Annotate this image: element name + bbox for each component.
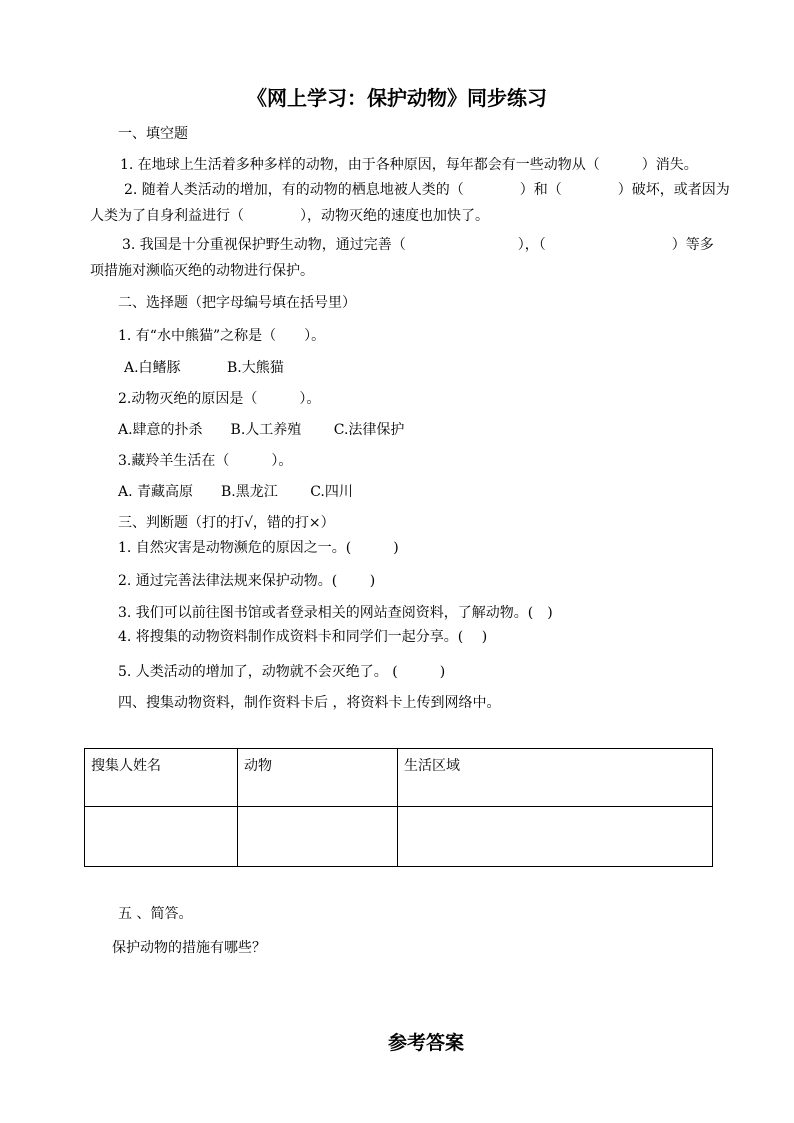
fill-question-3-line-1: 3. 我国是十分重视保护野生动物，通过完善（ ），（ ）等多 <box>122 237 714 253</box>
fill-question-3-line-2: 项措施对濒临灭绝的动物进行保护。 <box>90 263 314 279</box>
page-title: 《网上学习：保护动物》同步练习 <box>247 86 547 110</box>
judge-question-3: 3. 我们可以前往图书馆或者登录相关的网站查阅资料，了解动物。( ) <box>118 605 553 621</box>
header-habitat: 生活区域 <box>398 749 713 807</box>
choice-question-1: 1. 有“水中熊猫”之称是（ ）。 <box>118 328 326 344</box>
judge-question-5: 5. 人类活动的增加了，动物就不会灭绝了。 ( ) <box>118 664 446 680</box>
animal-info-card-table <box>84 748 713 867</box>
cell-habitat[interactable] <box>398 807 713 867</box>
table-row <box>85 807 713 867</box>
judge-question-2: 2. 通过完善法律法规来保护动物。( ) <box>118 573 376 589</box>
section-1-heading: 一、填空题 <box>118 126 188 142</box>
answers-title: 参考答案 <box>388 1032 465 1054</box>
cell-animal[interactable] <box>238 807 398 867</box>
choice-question-2-options: A.肆意的扑杀 B.人工养殖 C.法律保护 <box>118 422 405 438</box>
table-header-row <box>85 749 713 807</box>
section-3-heading: 三、判断题（打的打√，错的打×） <box>118 515 335 531</box>
fill-question-2-line-1: 2. 随着人类活动的增加，有的动物的栖息地被人类的（ ）和（ ）破坏，或者因为 <box>124 182 730 198</box>
section-2-heading: 二、选择题（把字母编号填在括号里） <box>118 295 356 311</box>
choice-question-2: 2.动物灭绝的原因是（ ）。 <box>118 391 321 407</box>
fill-question-2-line-2: 人类为了自身利益进行（ ），动物灭绝的速度也加快了。 <box>90 208 489 224</box>
cell-collector-name[interactable] <box>85 807 238 867</box>
section-5-heading: 五 、简答。 <box>118 906 193 922</box>
choice-question-3: 3.藏羚羊生活在（ ）。 <box>118 453 293 469</box>
choice-question-1-options: A.白鳍豚 B.大熊猫 <box>124 360 284 376</box>
header-animal: 动物 <box>238 749 398 807</box>
short-answer-question: 保护动物的措施有哪些？ <box>112 940 266 956</box>
choice-question-3-options: A. 青藏高原 B.黑龙江 C.四川 <box>118 484 353 500</box>
section-4-heading: 四、搜集动物资料，制作资料卡后 ，将资料卡上传到网络中。 <box>118 695 501 711</box>
header-collector-name: 搜集人姓名 <box>85 749 238 807</box>
judge-question-1: 1. 自然灾害是动物濒危的原因之一。( ) <box>118 540 399 556</box>
fill-question-1: 1. 在地球上生活着多种多样的动物，由于各种原因，每年都会有一些动物从（ ）消失。 <box>120 157 698 173</box>
judge-question-4: 4. 将搜集的动物资料制作成资料卡和同学们一起分享。( ) <box>118 629 488 645</box>
